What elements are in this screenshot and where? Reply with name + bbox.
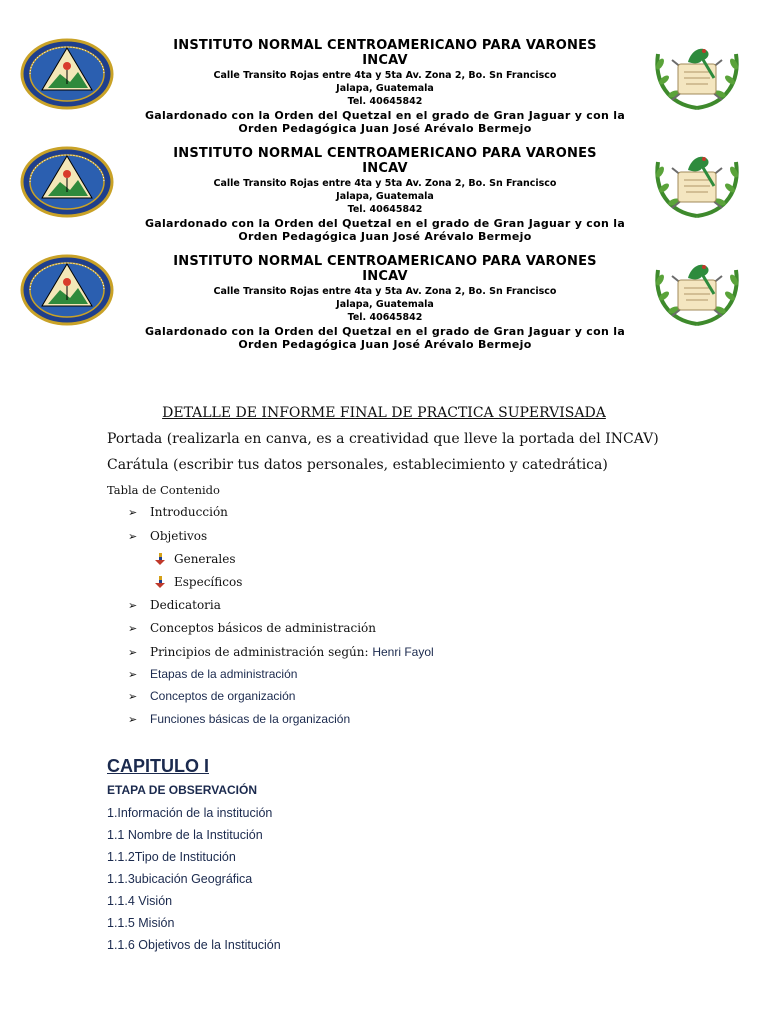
award-line-1: Galardonado con la Orden del Quetzal en el grado de Gran Jaguar y con la	[144, 109, 626, 122]
institution-phone: Tel. 40645842	[347, 312, 423, 323]
arrow-bullet-icon: ➢	[128, 714, 138, 726]
portada-instruction: Portada (realizarla en canva, es a creatividad que lleve la portada del INCAV)	[107, 431, 659, 447]
institution-city: Jalapa, Guatemala	[336, 191, 434, 202]
chapter-item: 1.1.3ubicación Geográfica	[107, 872, 253, 886]
toc-item: ➢ Etapas de la administración	[128, 667, 298, 681]
arrow-bullet-icon: ➢	[128, 691, 138, 703]
arrow-bullet-icon: ➢	[128, 669, 138, 681]
toc-subitem: Específicos	[154, 575, 242, 589]
guatemala-coat-of-arms-logo	[648, 38, 746, 114]
toc-subitem: Generales	[154, 552, 236, 566]
institution-city: Jalapa, Guatemala	[336, 299, 434, 310]
institution-address: Calle Transito Rojas entre 4ta y 5ta Av. Zona 2, Bo. Sn Francisco	[213, 70, 557, 81]
institution-name: INSTITUTO NORMAL CENTROAMERICANO PARA VARONES	[173, 38, 597, 53]
arrow-bullet-icon: ➢	[128, 599, 138, 612]
award-line-1: Galardonado con la Orden del Quetzal en el grado de Gran Jaguar y con la	[144, 217, 626, 230]
institution-name: INSTITUTO NORMAL CENTROAMERICANO PARA VARONES	[173, 254, 597, 269]
arrow-bullet-icon: ➢	[128, 530, 138, 543]
institution-city: Jalapa, Guatemala	[336, 83, 434, 94]
institution-header	[0, 34, 768, 138]
document-title: DETALLE DE INFORME FINAL DE PRACTICA SUPERVISADA	[162, 405, 606, 421]
institution-acronym: INCAV	[362, 53, 408, 68]
institution-header	[0, 142, 768, 246]
caratula-instruction: Carátula (escribir tus datos personales, establecimiento y catedrática)	[107, 457, 608, 473]
henri-fayol-text: Henri Fayol	[372, 645, 434, 659]
toc-item: ➢ Funciones básicas de la organización	[128, 712, 351, 726]
award-line-2: Orden Pedagógica Juan José Arévalo Bermejo	[238, 338, 532, 351]
institution-acronym: INCAV	[362, 161, 408, 176]
toc-item: ➢ Objetivos	[128, 529, 208, 543]
guatemala-coat-of-arms-logo	[648, 254, 746, 330]
institution-phone: Tel. 40645842	[347, 96, 423, 107]
toc-item: ➢ Introducción	[128, 505, 228, 519]
arrow-bullet-icon: ➢	[128, 646, 138, 659]
chapter-title: CAPITULO I	[107, 756, 209, 776]
chapter-item: 1.Información de la institución	[107, 806, 273, 820]
institution-phone: Tel. 40645842	[347, 204, 423, 215]
chapter-item: 1.1.6 Objetivos de la Institución	[107, 938, 281, 952]
chapter-item: 1.1.4 Visión	[107, 894, 173, 908]
arrow-bullet-icon: ➢	[128, 622, 138, 635]
toc-item: ➢ Dedicatoria	[128, 598, 221, 612]
arrow-bullet-icon: ➢	[128, 506, 138, 519]
toc-item: ➢ Conceptos básicos de administración	[128, 621, 377, 635]
school-seal-logo	[20, 254, 114, 326]
institution-address: Calle Transito Rojas entre 4ta y 5ta Av. Zona 2, Bo. Sn Francisco	[213, 286, 557, 297]
institution-name: INSTITUTO NORMAL CENTROAMERICANO PARA VARONES	[173, 146, 597, 161]
institution-acronym: INCAV	[362, 269, 408, 284]
school-seal-logo	[20, 38, 114, 110]
school-seal-logo	[20, 146, 114, 218]
toc-item: ➢ Conceptos de organización	[128, 689, 296, 703]
chapter-stage-heading: ETAPA DE OBSERVACIÓN	[107, 783, 258, 797]
colored-arrow-bullet-icon	[154, 576, 166, 588]
toc-label: Tabla de Contenido	[107, 483, 220, 497]
award-line-2: Orden Pedagógica Juan José Arévalo Bermejo	[238, 230, 532, 243]
colored-arrow-bullet-icon	[154, 553, 166, 565]
chapter-item: 1.1 Nombre de la Institución	[107, 828, 263, 842]
chapter-item: 1.1.2Tipo de Institución	[107, 850, 236, 864]
award-line-1: Galardonado con la Orden del Quetzal en el grado de Gran Jaguar y con la	[144, 325, 626, 338]
chapter-item: 1.1.5 Misión	[107, 916, 175, 930]
guatemala-coat-of-arms-logo	[648, 146, 746, 222]
institution-header	[0, 250, 768, 354]
toc-item: ➢ Principios de administración según: Henri Fayol	[128, 645, 434, 659]
award-line-2: Orden Pedagógica Juan José Arévalo Bermejo	[238, 122, 532, 135]
institution-address: Calle Transito Rojas entre 4ta y 5ta Av. Zona 2, Bo. Sn Francisco	[213, 178, 557, 189]
